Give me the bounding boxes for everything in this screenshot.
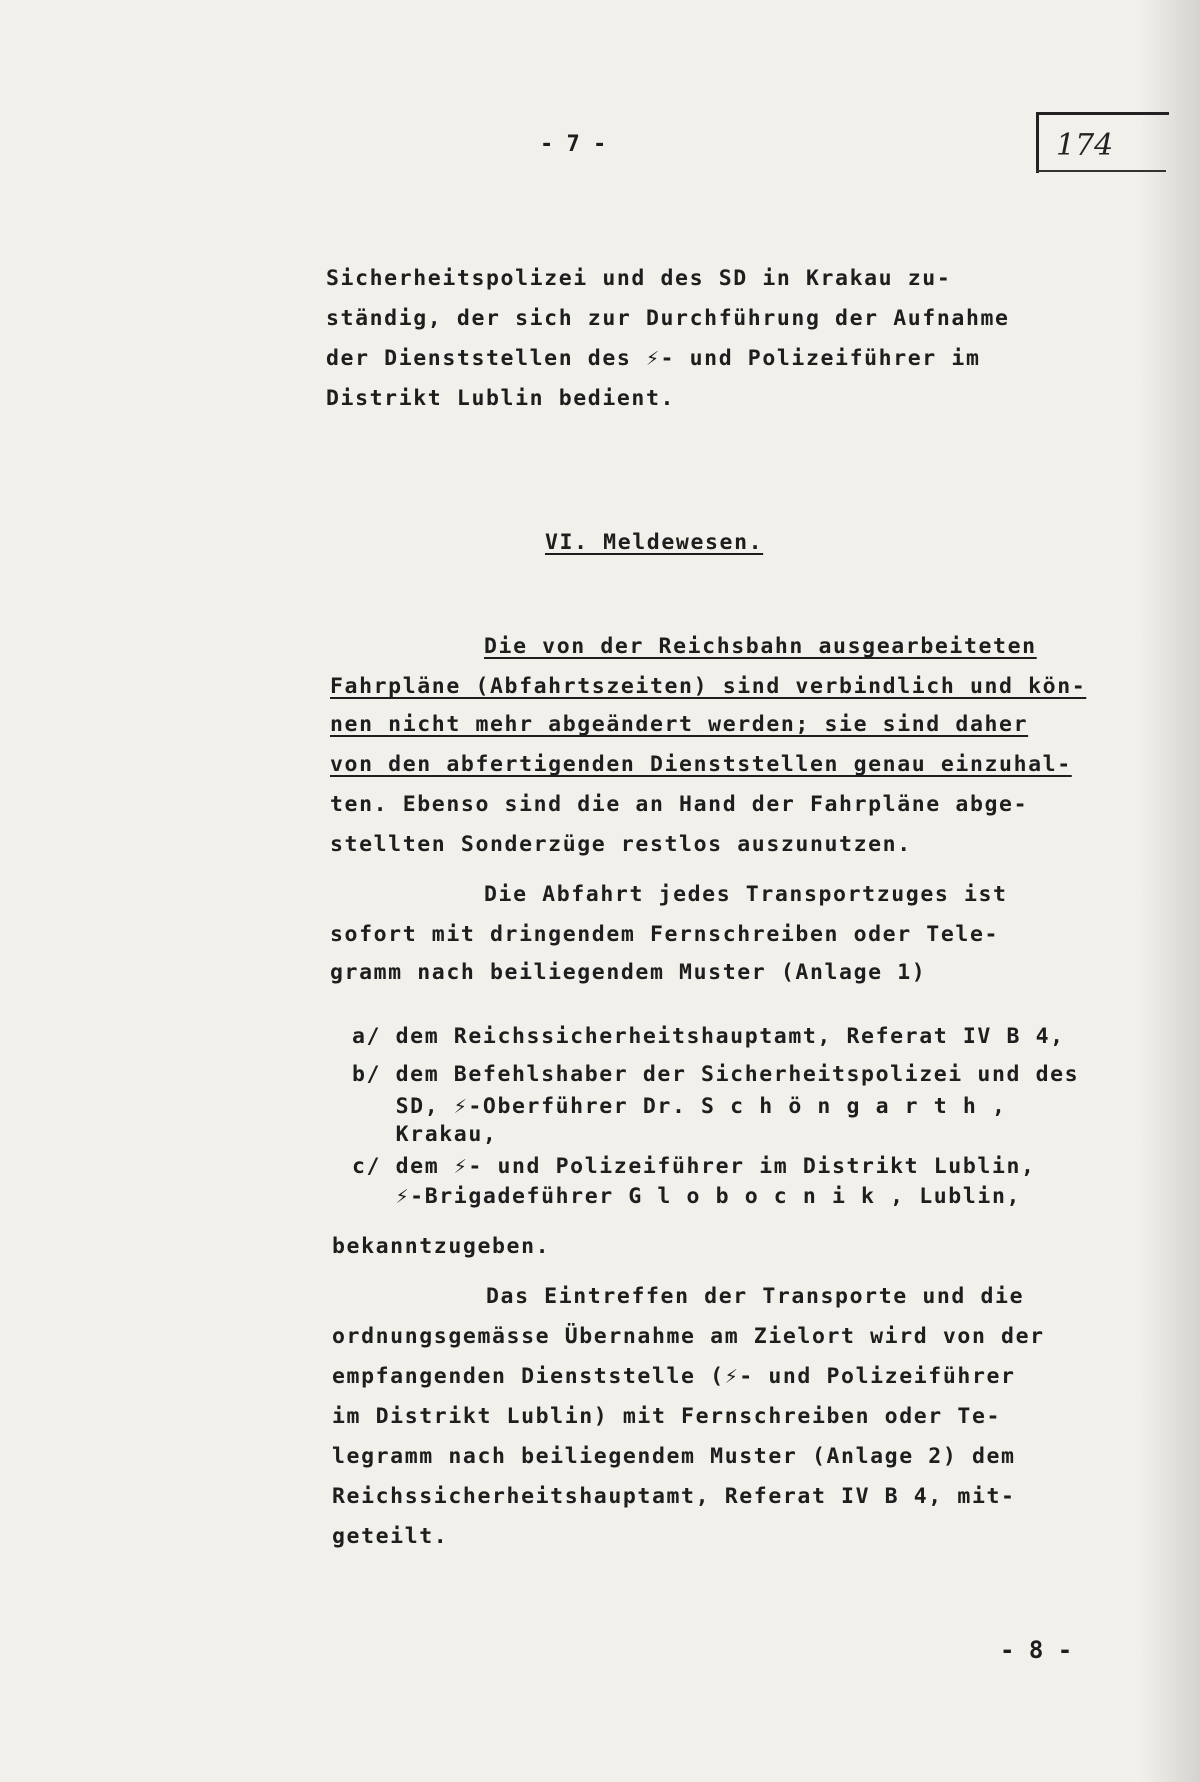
closing-line: bekanntzugeben. — [332, 1234, 551, 1259]
text-line: der Dienststellen des ⚡- und Polizeiführer im — [326, 346, 981, 371]
section-heading: VI. Meldewesen. — [545, 530, 764, 555]
list-item-b-line2: SD, ⚡-Oberführer Dr. S c h ö n g a r t h , — [352, 1094, 1007, 1119]
archive-stamp-underline — [1036, 170, 1166, 172]
text-line: legramm nach beiliegendem Muster (Anlage 2) dem — [332, 1444, 1016, 1469]
text-line: Die von der Reichsbahn ausgearbeiteten — [484, 634, 1037, 659]
text-line: Sicherheitspolizei und des SD in Krakau zu- — [326, 266, 952, 291]
text-line: empfangenden Dienststelle (⚡- und Polizeiführer — [332, 1364, 1016, 1389]
text-line: Reichssicherheitshauptamt, Referat IV B 4, mit- — [332, 1484, 1016, 1509]
text-line: Fahrpläne (Abfahrtszeiten) sind verbindlich und kön- — [330, 674, 1087, 699]
text-line: ordnungsgemässe Übernahme am Zielort wird von der — [332, 1324, 1045, 1349]
next-page-indicator: - 8 - — [1000, 1636, 1073, 1664]
text-line: Die Abfahrt jedes Transportzuges ist — [484, 882, 1008, 907]
page-edge-shadow — [1140, 0, 1200, 1782]
text-line: stellten Sonderzüge restlos auszunutzen. — [330, 832, 912, 857]
text-line: Das Eintreffen der Transporte und die — [486, 1284, 1025, 1309]
text-line: Distrikt Lublin bedient. — [326, 386, 676, 411]
text-line: nen nicht mehr abgeändert werden; sie sind daher — [330, 712, 1029, 737]
text-line: im Distrikt Lublin) mit Fernschreiben oder Te- — [332, 1404, 1002, 1429]
text-line: geteilt. — [332, 1524, 449, 1549]
archive-stamp-number: 174 — [1056, 128, 1114, 163]
page-number-top: - 7 - — [540, 132, 607, 157]
list-item-b-line1: b/ dem Befehlshaber der Sicherheitspolizei und des — [352, 1062, 1080, 1087]
text-line: gramm nach beiliegendem Muster (Anlage 1) — [330, 960, 927, 985]
text-line: ständig, der sich zur Durchführung der Aufnahme — [326, 306, 1010, 331]
text-line: sofort mit dringendem Fernschreiben oder Tele- — [330, 922, 1000, 947]
list-item-c-line2: ⚡-Brigadeführer G l o b o c n i k , Lublin, — [352, 1184, 1022, 1209]
text-line: von den abfertigenden Dienststellen genau einzuhal- — [330, 752, 1072, 777]
list-item-a: a/ dem Reichssicherheitshauptamt, Referat IV B 4, — [352, 1024, 1065, 1049]
list-item-c-line1: c/ dem ⚡- und Polizeiführer im Distrikt Lublin, — [352, 1154, 1036, 1179]
list-item-b-line3: Krakau, — [352, 1122, 498, 1147]
text-line: ten. Ebenso sind die an Hand der Fahrpläne abge- — [330, 792, 1029, 817]
